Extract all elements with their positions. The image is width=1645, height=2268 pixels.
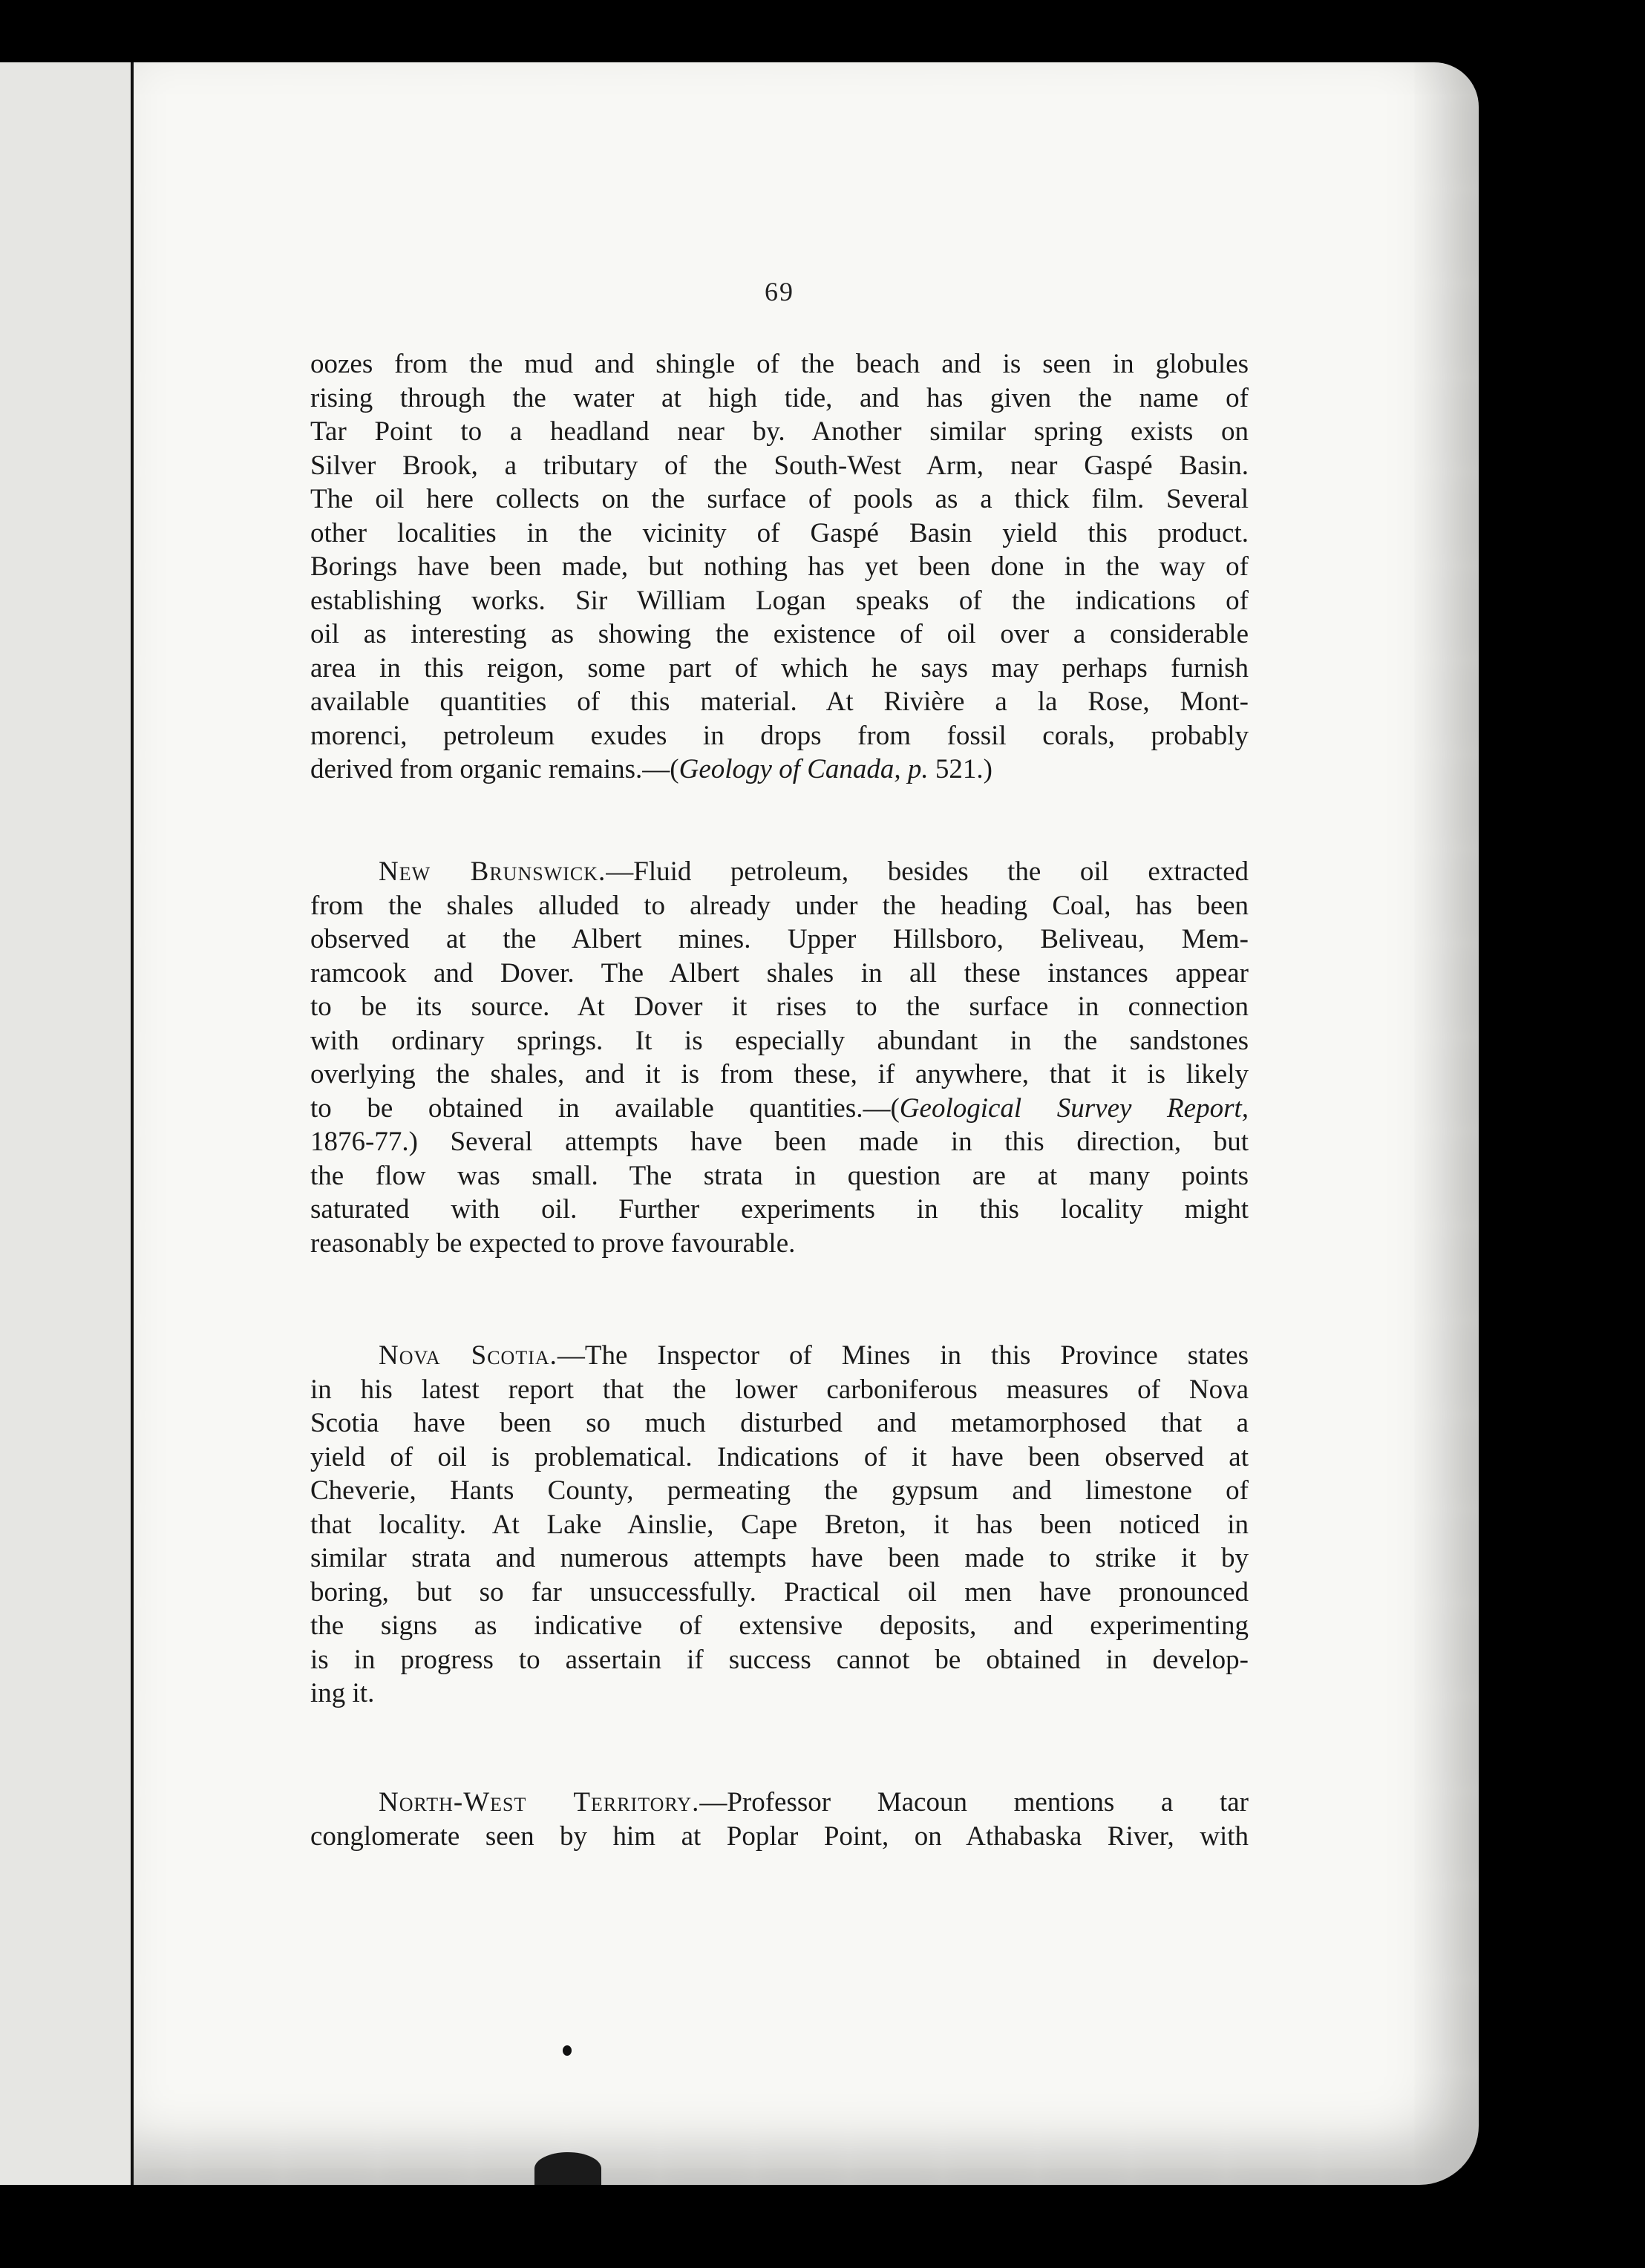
section-heading-nova-scotia: Nova Scotia. xyxy=(379,1340,557,1371)
section-first-line xyxy=(310,1339,1249,1373)
text-line: to be its source. At Dover it rises to the surface in connection xyxy=(310,992,1249,1022)
section-first-line-rest: —Fluid petroleum, besides the oil extracted xyxy=(606,856,1249,887)
text-line: saturated with oil. Further experiments in this locality might xyxy=(310,1194,1249,1225)
section-first-line xyxy=(310,1786,1249,1820)
text-line: the flow was small. The strata in question are at many points xyxy=(310,1160,1249,1191)
section-first-line xyxy=(310,855,1249,889)
paragraph-intro xyxy=(310,347,1249,787)
text-line: rising through the water at high tide, and has given the name of xyxy=(310,382,1249,413)
text-line: The oil here collects on the surface of pools as a thick film. Several xyxy=(310,484,1249,514)
ink-speck xyxy=(563,2045,572,2056)
citation-prefix: derived from organic remains.—( xyxy=(310,754,679,784)
citation-suffix: 521.) xyxy=(928,754,992,784)
text-line: oozes from the mud and shingle of the beach and is seen in globules xyxy=(310,349,1249,379)
section-first-line-rest: —The Inspector of Mines in this Province states xyxy=(557,1340,1249,1371)
text-line: is in progress to assertain if success cannot be obtained in develop- xyxy=(310,1644,1249,1675)
section-first-line-rest: —Professor Macoun mentions a tar xyxy=(699,1787,1249,1818)
section-heading-new-brunswick: New Brunswick. xyxy=(379,856,606,887)
paragraph-new-brunswick xyxy=(310,855,1249,1260)
text-line: oil as interesting as showing the existence of oil over a considerable xyxy=(310,619,1249,649)
text-line: available quantities of this material. At Rivière a la Rose, Mont- xyxy=(310,686,1249,717)
text-line: morenci, petroleum exudes in drops from fossil corals, probably xyxy=(310,720,1249,751)
text-line: Cheverie, Hants County, permeating the gypsum and limestone of xyxy=(310,1475,1249,1506)
text-line: that locality. At Lake Ainslie, Cape Breton, it has been noticed in xyxy=(310,1509,1249,1540)
text-line: reasonably be expected to prove favourable. xyxy=(310,1228,796,1259)
text-line: other localities in the vicinity of Gaspé Basin yield this product. xyxy=(310,517,1249,548)
text-line: 1876-77.) Several attempts have been made in this direction, but xyxy=(310,1127,1249,1157)
page-number: 69 xyxy=(765,277,794,307)
text-line: from the shales alluded to already under the heading Coal, has been xyxy=(310,890,1249,921)
text-line: conglomerate seen by him at Poplar Point, on Athabaska River, with xyxy=(310,1820,1249,1852)
citation-line xyxy=(310,1092,1249,1126)
text-line: Scotia have been so much disturbed and metamorphosed that a xyxy=(310,1408,1249,1438)
citation-prefix: to be obtained in available quantities.—( xyxy=(310,1092,900,1124)
text-line: Tar Point to a headland near by. Another similar spring exists on xyxy=(310,416,1249,447)
citation-title: Geological Survey Report, xyxy=(899,1092,1249,1124)
text-line: in his latest report that the lower carboniferous measures of Nova xyxy=(310,1374,1249,1405)
text-line: overlying the shales, and it is from these, if anywhere, that it is likely xyxy=(310,1059,1249,1089)
text-line: ramcook and Dover. The Albert shales in all these instances appear xyxy=(310,957,1249,989)
text-line: area in this reigon, some part of which he says may perhaps furnish xyxy=(310,652,1249,684)
paragraph-north-west-territory xyxy=(310,1786,1249,1853)
text-line: ing it. xyxy=(310,1678,375,1708)
paragraph-nova-scotia xyxy=(310,1339,1249,1711)
citation-title: Geology of Canada, p. xyxy=(678,754,929,784)
text-line: boring, but so far unsuccessfully. Practical oil men have pronounced xyxy=(310,1576,1249,1607)
text-line: the signs as indicative of extensive deposits, and experimenting xyxy=(310,1610,1249,1641)
text-line: similar strata and numerous attempts have been made to strike it by xyxy=(310,1543,1249,1573)
left-margin-strip xyxy=(0,62,131,2185)
page-tear xyxy=(534,2152,601,2185)
text-line: Borings have been made, but nothing has yet been done in the way of xyxy=(310,551,1249,582)
section-heading-north-west-territory: North-West Territory. xyxy=(379,1787,700,1818)
text-line: with ordinary springs. It is especially abundant in the sandstones xyxy=(310,1025,1249,1056)
citation-line xyxy=(310,753,1249,787)
text-line: observed at the Albert mines. Upper Hillsboro, Beliveau, Mem- xyxy=(310,924,1249,954)
text-line: yield of oil is problematical. Indications of it have been observed at xyxy=(310,1441,1249,1472)
text-line: Silver Brook, a tributary of the South-West Arm, near Gaspé Basin. xyxy=(310,450,1249,481)
text-line: establishing works. Sir William Logan speaks of the indications of xyxy=(310,585,1249,616)
